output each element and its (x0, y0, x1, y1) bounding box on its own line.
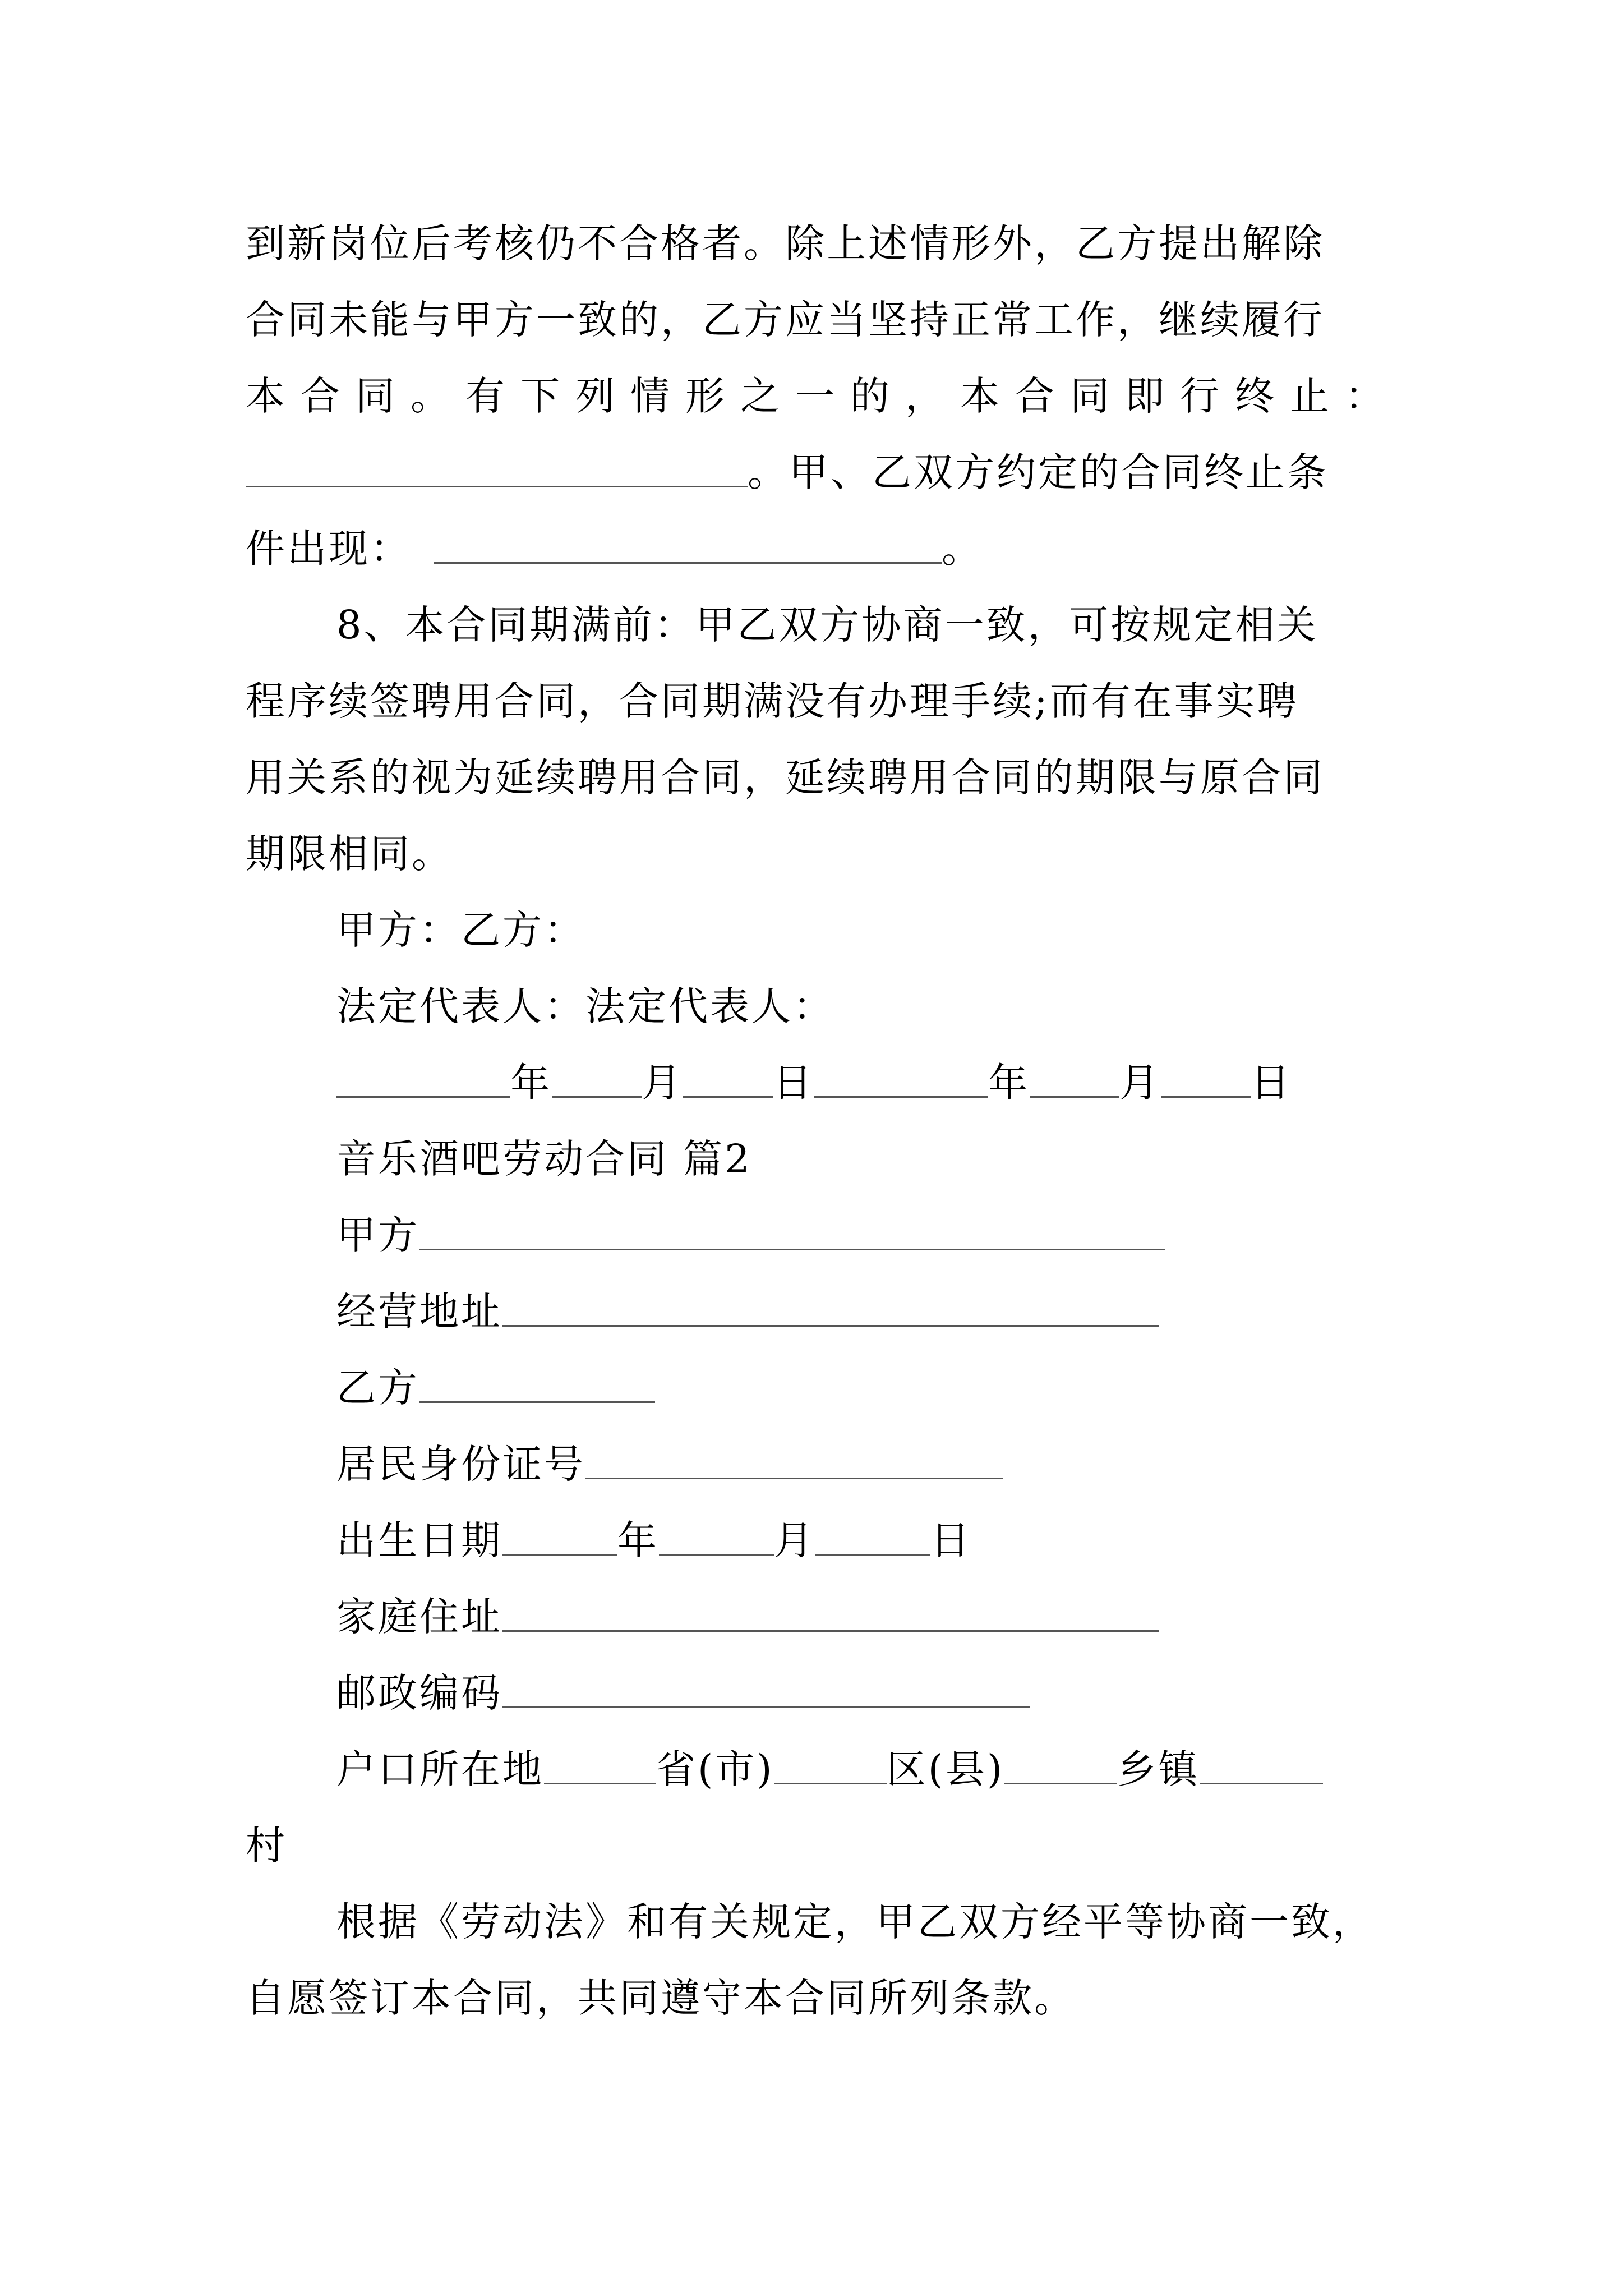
text-line-3-char: 止 (1290, 373, 1329, 419)
id-number-field (336, 1436, 1384, 1492)
village-line: 村 (246, 1823, 287, 1869)
text-line-3-char: 形 (685, 373, 725, 419)
text-line-3-char: 行 (1180, 373, 1219, 419)
party-b-label: 乙方 (336, 1365, 419, 1411)
district-label: 区(县) (886, 1746, 1005, 1792)
party-b-blank[interactable] (419, 1360, 655, 1403)
year-label: 年 (510, 1060, 552, 1106)
party-a-label: 甲方 (336, 1212, 419, 1258)
address-label: 经营地址 (336, 1289, 502, 1335)
year-blank[interactable] (814, 1055, 988, 1098)
month-blank[interactable] (552, 1055, 642, 1098)
signature-dates (336, 1055, 1384, 1111)
text-line-5-text: 件出现： (246, 526, 412, 572)
text-line-1: 到新岗位后考核仍不合格者。除上述情形外，乙方提出解除 (246, 220, 1325, 266)
clause-8-line-3: 用关系的视为延续聘用合同，延续聘用合同的期限与原合同 (246, 754, 1325, 800)
signature-representatives: 法定代表人：法定代表人： (336, 983, 834, 1029)
birth-date-field (336, 1512, 1384, 1568)
village-blank[interactable] (1200, 1741, 1323, 1784)
home-address-field (336, 1589, 1384, 1645)
birth-year-blank[interactable] (502, 1512, 617, 1556)
text-line-4-text: 。甲、乙双方约定的合同终止条 (748, 449, 1329, 495)
party-a-field (336, 1207, 1384, 1263)
clause-8-line-2: 程序续签聘用合同，合同期满没有办理手续;而有在事实聘 (246, 678, 1299, 724)
text-line-5 (246, 521, 1384, 577)
year-label: 年 (988, 1060, 1030, 1106)
month-blank[interactable] (1030, 1055, 1119, 1098)
id-number-label: 居民身份证号 (336, 1441, 585, 1487)
town-blank[interactable] (1004, 1741, 1117, 1784)
text-line-3-char: 情 (630, 373, 670, 419)
birth-date-label: 出生日期 (336, 1517, 502, 1563)
signature-parties: 甲方：乙方： (336, 907, 585, 953)
text-line-5-end: 。 (942, 526, 983, 572)
birth-month-label: 月 (774, 1517, 815, 1563)
text-line-3 (246, 368, 1384, 424)
address-field (336, 1283, 1384, 1340)
party-a-blank[interactable] (419, 1207, 1165, 1250)
text-line-3-char: 。 (411, 373, 450, 419)
text-line-3-char: 的 (850, 373, 889, 419)
birth-month-blank[interactable] (659, 1512, 774, 1556)
text-line-4 (246, 444, 1384, 500)
text-line-3-char: 同 (356, 373, 395, 419)
text-line-3-char: 一 (795, 373, 834, 419)
province-label: 省(市) (656, 1746, 774, 1792)
postcode-blank[interactable] (502, 1665, 1030, 1708)
month-label: 月 (642, 1060, 683, 1106)
text-line-3-char: 终 (1235, 373, 1274, 419)
postcode-label: 邮政编码 (336, 1670, 502, 1716)
birth-year-label: 年 (617, 1517, 659, 1563)
birth-day-label: 日 (930, 1517, 972, 1563)
day-label: 日 (1251, 1060, 1292, 1106)
law-paragraph-line-2: 自愿签订本合同，共同遵守本合同所列条款。 (246, 1975, 1076, 2021)
day-blank[interactable] (1161, 1055, 1251, 1098)
party-b-field (336, 1360, 1384, 1416)
text-line-3-char: 列 (575, 373, 615, 419)
town-label: 乡镇 (1117, 1746, 1200, 1792)
text-line-3-char: 之 (740, 373, 780, 419)
text-line-3-char: 有 (465, 373, 505, 419)
birth-day-blank[interactable] (815, 1512, 930, 1556)
province-blank[interactable] (544, 1741, 656, 1784)
day-blank[interactable] (683, 1055, 773, 1098)
text-line-3-char: ， (905, 373, 944, 419)
text-line-3-char: 本 (246, 373, 285, 419)
blank-underline[interactable] (434, 521, 942, 564)
hukou-field (336, 1741, 1384, 1797)
law-paragraph-line-1: 根据《劳动法》和有关规定，甲乙双方经平等协商一致， (336, 1899, 1374, 1945)
district-blank[interactable] (774, 1741, 887, 1784)
clause-8-line-4: 期限相同。 (246, 831, 453, 877)
section-title: 音乐酒吧劳动合同 篇2 (336, 1136, 752, 1182)
day-label: 日 (773, 1060, 814, 1106)
text-line-3-char: 同 (1070, 373, 1109, 419)
text-line-3-char: 合 (301, 373, 340, 419)
hukou-label: 户口所在地 (336, 1746, 544, 1792)
text-line-3-char: 本 (960, 373, 999, 419)
text-line-3-char: 下 (520, 373, 560, 419)
home-address-blank[interactable] (502, 1589, 1159, 1632)
year-blank[interactable] (336, 1055, 510, 1098)
text-line-3-char: ： (1345, 373, 1384, 419)
id-number-blank[interactable] (585, 1436, 1003, 1479)
month-label: 月 (1119, 1060, 1161, 1106)
home-address-label: 家庭住址 (336, 1594, 502, 1640)
address-blank[interactable] (502, 1283, 1159, 1327)
text-line-2: 合同未能与甲方一致的，乙方应当坚持正常工作，继续履行 (246, 297, 1325, 343)
clause-8-line-1: 8、本合同期满前：甲乙双方协商一致，可按规定相关 (336, 602, 1318, 648)
text-line-3-char: 即 (1125, 373, 1164, 419)
text-line-3-char: 合 (1015, 373, 1054, 419)
postcode-field (336, 1665, 1384, 1721)
blank-underline[interactable] (246, 444, 748, 487)
